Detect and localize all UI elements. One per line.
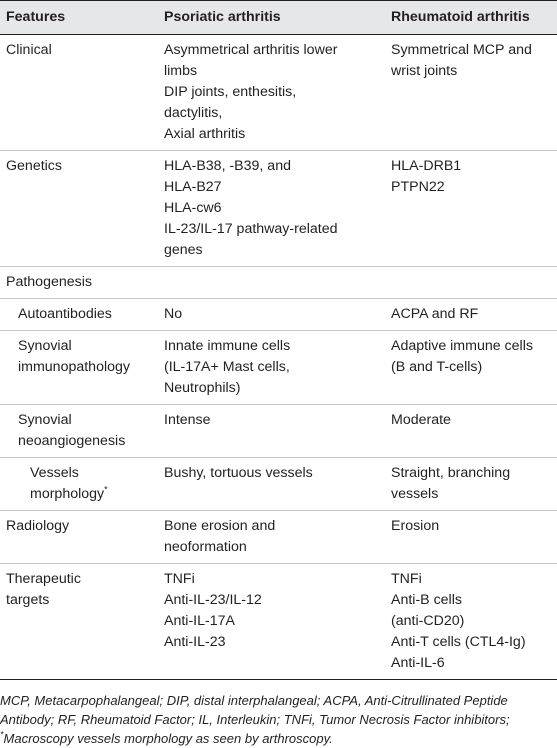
cell-line: HLA-DRB1 bbox=[391, 158, 462, 174]
table-row-autoantibodies bbox=[0, 299, 557, 331]
cell-line: Synovial bbox=[18, 338, 72, 354]
footnote-line bbox=[0, 729, 557, 748]
cell-line: Adaptive immune cells bbox=[391, 338, 533, 354]
feature-cell bbox=[0, 458, 158, 511]
cell-line: neoangiogenesis bbox=[18, 433, 126, 449]
cell-line: Anti-B cells bbox=[391, 592, 462, 608]
cell-line: dactylitis, bbox=[164, 105, 223, 121]
feature-cell: Genetics bbox=[6, 158, 62, 174]
table-row-vessels-morphology bbox=[0, 458, 557, 511]
ra-cell: Moderate bbox=[391, 412, 451, 428]
cell-line: Anti-IL-23 bbox=[164, 634, 226, 650]
cell-line: HLA-B27 bbox=[164, 179, 222, 195]
footnote-marker: * bbox=[0, 729, 4, 740]
feature-cell: Radiology bbox=[6, 518, 70, 534]
cell-line: Therapeutic bbox=[6, 571, 81, 587]
cell-line: Anti-IL-23/IL-12 bbox=[164, 592, 262, 608]
feature-cell bbox=[0, 564, 158, 680]
cell-line: Asymmetrical arthritis lower bbox=[164, 42, 338, 58]
psa-cell bbox=[158, 267, 385, 299]
cell-line bbox=[30, 484, 158, 505]
cell-line: Vessels bbox=[30, 465, 79, 481]
psa-cell: Intense bbox=[164, 412, 211, 428]
cell-line: neoformation bbox=[164, 539, 247, 555]
cell-line: targets bbox=[6, 592, 50, 608]
table-row-pathogenesis bbox=[0, 267, 557, 299]
ra-cell bbox=[385, 151, 557, 267]
cell-line: Bone erosion and bbox=[164, 518, 276, 534]
cell-line: vessels bbox=[391, 486, 439, 502]
feature-cell: Clinical bbox=[6, 42, 52, 58]
cell-line: Anti-IL-6 bbox=[391, 655, 445, 671]
footnote-marker: * bbox=[104, 484, 108, 495]
psa-cell bbox=[158, 511, 385, 564]
ra-cell: Erosion bbox=[391, 518, 440, 534]
psa-cell bbox=[158, 35, 385, 151]
cell-line: IL-23/IL-17 pathway-related bbox=[164, 221, 338, 237]
table-row-synovial-neoangiogenesis bbox=[0, 405, 557, 458]
footnote-text: Macroscopy vessels morphology as seen by arthroscopy. bbox=[3, 731, 333, 746]
header-rheumatoid-arthritis: Rheumatoid arthritis bbox=[385, 1, 557, 35]
ra-cell bbox=[385, 267, 557, 299]
ra-cell bbox=[385, 564, 557, 680]
cell-line: Symmetrical MCP and bbox=[391, 42, 532, 58]
cell-line: TNFi bbox=[164, 571, 195, 587]
feature-cell: Autoantibodies bbox=[18, 306, 112, 322]
footnote-line: MCP, Metacarpophalangeal; DIP, distal interphalangeal; ACPA, Anti-Citrullinated Peptide bbox=[0, 693, 508, 708]
header-psoriatic-arthritis: Psoriatic arthritis bbox=[158, 1, 385, 35]
psa-cell bbox=[158, 564, 385, 680]
cell-line: Synovial bbox=[18, 412, 72, 428]
ra-cell bbox=[385, 35, 557, 151]
cell-line: wrist joints bbox=[391, 63, 458, 79]
feature-cell bbox=[0, 405, 158, 458]
cell-line: Anti-T cells (CTL4-Ig) bbox=[391, 634, 526, 650]
cell-line: (B and T-cells) bbox=[391, 359, 483, 375]
table-row-clinical bbox=[0, 35, 557, 151]
cell-line: Anti-IL-17A bbox=[164, 613, 235, 629]
feature-cell: Pathogenesis bbox=[6, 274, 92, 290]
cell-line: PTPN22 bbox=[391, 179, 445, 195]
header-row bbox=[0, 1, 557, 35]
cell-line: TNFi bbox=[391, 571, 422, 587]
ra-cell bbox=[385, 331, 557, 405]
table-row-therapeutic-targets bbox=[0, 564, 557, 680]
cell-line: Neutrophils) bbox=[164, 380, 241, 396]
cell-line: immunopathology bbox=[18, 359, 130, 375]
table-row-synovial-immunopathology bbox=[0, 331, 557, 405]
cell-line: limbs bbox=[164, 63, 198, 79]
cell-line: HLA-B38, -B39, and bbox=[164, 158, 291, 174]
cell-line: genes bbox=[164, 242, 203, 258]
psa-cell: No bbox=[164, 306, 183, 322]
psa-cell: Bushy, tortuous vessels bbox=[164, 465, 313, 481]
cell-line: Innate immune cells bbox=[164, 338, 291, 354]
cell-line: (anti-CD20) bbox=[391, 613, 465, 629]
cell-line: Straight, branching bbox=[391, 465, 511, 481]
cell-line: Axial arthritis bbox=[164, 126, 246, 142]
table-footnote bbox=[0, 680, 557, 748]
cell-text: morphology bbox=[30, 486, 105, 502]
table-row-genetics bbox=[0, 151, 557, 267]
ra-cell: ACPA and RF bbox=[391, 306, 479, 322]
psa-cell bbox=[158, 331, 385, 405]
header-features: Features bbox=[0, 1, 158, 35]
footnote-line: Antibody; RF, Rheumatoid Factor; IL, Interleukin; TNFi, Tumor Necrosis Factor inhibitors; bbox=[0, 712, 510, 727]
ra-cell bbox=[385, 458, 557, 511]
feature-cell bbox=[0, 331, 158, 405]
cell-line: DIP joints, enthesitis, bbox=[164, 84, 297, 100]
cell-line: HLA-cw6 bbox=[164, 200, 222, 216]
table-row-radiology bbox=[0, 511, 557, 564]
cell-line: (IL-17A+ Mast cells, bbox=[164, 359, 290, 375]
psa-cell bbox=[158, 151, 385, 267]
